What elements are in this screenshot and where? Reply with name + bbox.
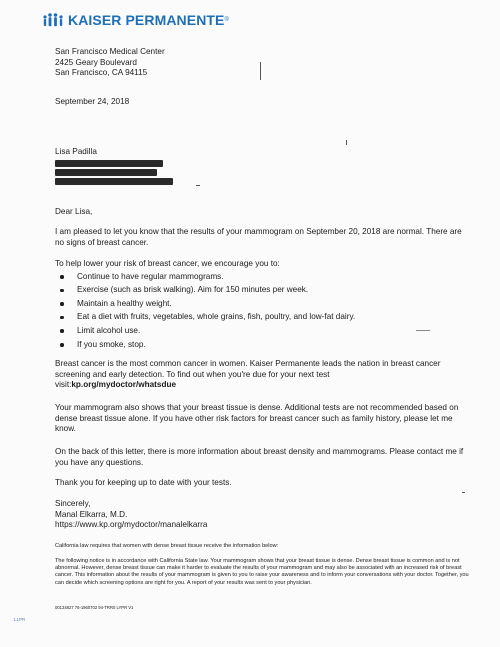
recommendations-list: [55, 272, 470, 351]
registered-mark: ®: [224, 17, 229, 23]
list-item: Exercise (such as brisk walking). Aim for 150 minutes per week.: [55, 285, 470, 296]
signer-url[interactable]: https://www.kp.org/mydoctor/manalelkarra: [55, 520, 208, 530]
law-statement: California law requires that women with dense breast tissue receive the information below:: [55, 543, 279, 549]
recommendations-intro: To help lower your risk of breast cancer, we encourage you to:: [55, 259, 280, 268]
sender-line-3: San Francisco, CA 94115: [55, 68, 148, 78]
scan-mark: [346, 140, 347, 145]
paragraph-recommendations: [55, 259, 470, 353]
kaiser-logo: [42, 12, 229, 28]
list-item: Limit alcohol use.: [55, 326, 470, 337]
redacted-address-line-3: [55, 178, 173, 185]
screening-link-prefix: visit:: [55, 380, 72, 390]
paragraph-back-info: On the back of this letter, there is more information about breast density and mammograms. Please contact me if you have any questions.: [55, 447, 464, 467]
scan-mark: [260, 62, 261, 80]
sender-address: [55, 47, 165, 79]
paragraph-dense-tissue: Your mammogram also shows that your breast tissue is dense. Additional tests are not recommended based on dense breast tissue alone. If you have other risk factors for breast cancer such as family history, please let me know.: [55, 403, 459, 434]
kaiser-people-icon: [42, 12, 64, 28]
redacted-address-line-2: [55, 169, 157, 176]
scan-mark: [462, 492, 465, 493]
recipient-block: [55, 147, 173, 185]
paragraph-results: I am pleased to let you know that the results of your mammogram on September 20, 2018 are normal. There are no signs of breast cancer.: [55, 227, 462, 247]
corner-code: L1PR: [14, 617, 26, 622]
signature-block: [55, 499, 207, 531]
salutation: Dear Lisa,: [55, 207, 93, 216]
footer-code: 00134827 76-1960702 94-TRR0 LYPR V1: [55, 605, 134, 610]
recipient-name: Lisa Padilla: [55, 147, 97, 156]
signer-name: Manal Elkarra, M.D.: [55, 509, 128, 519]
paragraph-screening: [55, 359, 470, 391]
paragraph-thanks: Thank you for keeping up to date with your tests.: [55, 478, 232, 487]
letter-date: September 24, 2018: [55, 97, 130, 106]
list-item: If you smoke, stop.: [55, 340, 470, 351]
scan-mark: [416, 330, 430, 331]
list-item: Eat a diet with fruits, vegetables, whole grains, fish, poultry, and low-fat dairy.: [55, 312, 470, 323]
list-item: Continue to have regular mammograms.: [55, 272, 470, 283]
sender-line-2: 2425 Geary Boulevard: [55, 57, 137, 67]
whatsdue-link[interactable]: kp.org/mydoctor/whatsdue: [71, 380, 177, 390]
brand-name: KAISER PERMANENTE: [68, 12, 225, 28]
screening-text: Breast cancer is the most common cancer in women. Kaiser Permanente leads the nation in breast cancer screening and early detection. To find out when you're due for your next test: [55, 359, 441, 379]
density-notice: The following notice is in accordance with California State law. Your mammogram shows that your breast tissue is dense. Dense breast tissue is common and is not abnormal. However, dense breast tissue can make it harder to evaluate the results of your mammogram and may also be associated with an increased risk of breast cancer. This information about the results of your mammogram is given to you to raise your awareness and to inform your conversations with your doctor. Together, you can decide which screening options are right for you. A report of your results was sent to your physician.: [55, 558, 469, 586]
redacted-address-line-1: [55, 160, 163, 167]
sender-line-1: San Francisco Medical Center: [55, 47, 165, 56]
list-item: Maintain a healthy weight.: [55, 299, 470, 310]
scan-mark: [196, 185, 200, 186]
closing: Sincerely,: [55, 499, 91, 508]
